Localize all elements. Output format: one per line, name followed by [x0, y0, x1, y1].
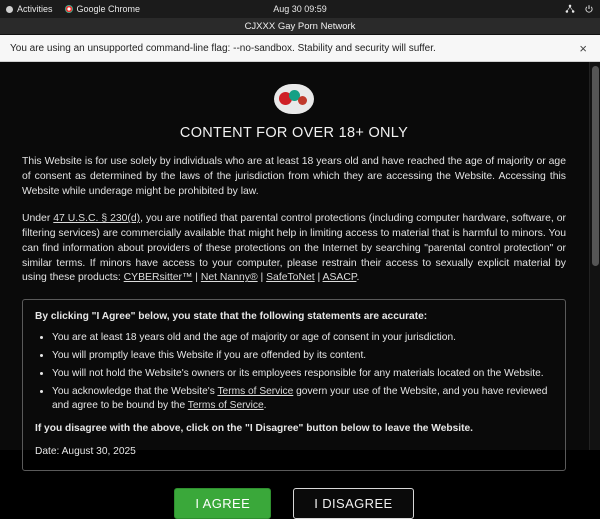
terms-of-service-link-1[interactable]: Terms of Service [217, 385, 294, 397]
asacp-link[interactable]: ASACP [322, 272, 357, 284]
agreement-bullet-list [35, 331, 553, 413]
page-scrollbar[interactable] [589, 62, 600, 450]
i-agree-button[interactable]: I AGREE [174, 488, 271, 519]
activities-dot-icon [6, 6, 13, 13]
network-icon [565, 4, 575, 14]
bullet4-part-b: govern your use of the Website, and you have reviewed and agree to be bound by the [52, 385, 548, 412]
window-title-bar [0, 18, 600, 35]
paragraph2-part-a: Under [22, 213, 54, 225]
paragraph-parental-controls: Under 47 U.S.C. § 230(d), you are notified that parental control protections (including computer hardware, software, or filtering services) are commercially available that might help in limiting access to material that is harmful to minors. You can find information about providers of these protections on the Internet by searching "parental control protection" or similar terms. If minors have access to your computer, please restrain their access to sexually explicit material by using these products: CYBERsitter™ | Net Nanny® | SafeToNet | ASACP. [22, 213, 567, 284]
bullet4-part-a: You acknowledge that the Website's [52, 385, 218, 397]
paragraph-age-requirement: This Website is for use solely by individuals who are at least 18 years old and have reached the age of majority or age of consent as determined by the laws of the jurisdiction from which they are accessing the Website. Accessing this Website while underage might be prohibited by law. [22, 156, 566, 197]
agreement-box [22, 299, 566, 471]
app-menu-label: Google Chrome [76, 4, 141, 14]
disagree-note: If you disagree with the above, click on the "I Disagree" button below to leave the Website. [35, 423, 474, 435]
activities-button[interactable] [6, 4, 53, 14]
agreement-date: Date: August 30, 2025 [35, 445, 136, 457]
agreement-lead: By clicking "I Agree" below, you state that the following statements are accurate: [35, 311, 428, 323]
usc-link[interactable]: 47 U.S.C. § 230(d) [53, 213, 141, 225]
top-bar-left [6, 4, 140, 14]
i-disagree-button[interactable]: I DISAGREE [293, 488, 413, 519]
bullet4-part-c: . [263, 400, 267, 412]
list-item: • You will not hold the Website's owners or its employees responsible for any materials located on the Website. [52, 367, 553, 381]
list-item: • You are at least 18 years old and the age of majority or age of consent in your jurisdiction. [52, 331, 553, 345]
app-menu-chrome[interactable] [65, 4, 141, 14]
button-row [22, 488, 566, 519]
page-title: CONTENT FOR OVER 18+ ONLY [179, 125, 409, 141]
power-icon [584, 4, 594, 14]
list-item-terms [52, 385, 553, 414]
logo-container [22, 84, 566, 114]
cybersitter-link[interactable]: CYBERsitter™ [123, 272, 193, 284]
paragraph2-part-b: , you are notified that parental control protections (including computer hardware, software, or filtering services) are commercially available that might help in limiting access to material that is harmful to minors. You can find information about providers of these protections on the Internet by searching "parental control protection" or similar terms. If minors have access to your computer, please restrain their access to sexually explicit material by using these products: [22, 213, 567, 284]
scrollbar-thumb[interactable] [592, 66, 599, 266]
window-title: CJXXX Gay Porn Network [244, 20, 356, 32]
safetonet-link[interactable]: SafeToNet [266, 272, 315, 284]
terms-of-service-link-2[interactable]: Terms of Service [187, 400, 264, 412]
infobar-message: You are using an unsupported command-line flag: --no-sandbox. Stability and security will suffer. [10, 42, 436, 54]
netnanny-link[interactable]: Net Nanny® [200, 272, 258, 284]
clock[interactable]: Aug 30 09:59 [273, 4, 327, 14]
logo-shape-3 [298, 96, 307, 105]
system-status-area[interactable] [565, 4, 594, 14]
gnome-top-bar [0, 0, 600, 18]
activities-label: Activities [17, 4, 53, 14]
age-verification-content [0, 62, 588, 519]
close-icon[interactable]: × [579, 40, 587, 56]
list-item: • You will promptly leave this Website if you are offended by its content. [52, 349, 553, 363]
chrome-infobar [0, 35, 600, 62]
chrome-icon [65, 5, 73, 13]
site-logo-icon [274, 84, 314, 114]
page-viewport [0, 62, 600, 511]
